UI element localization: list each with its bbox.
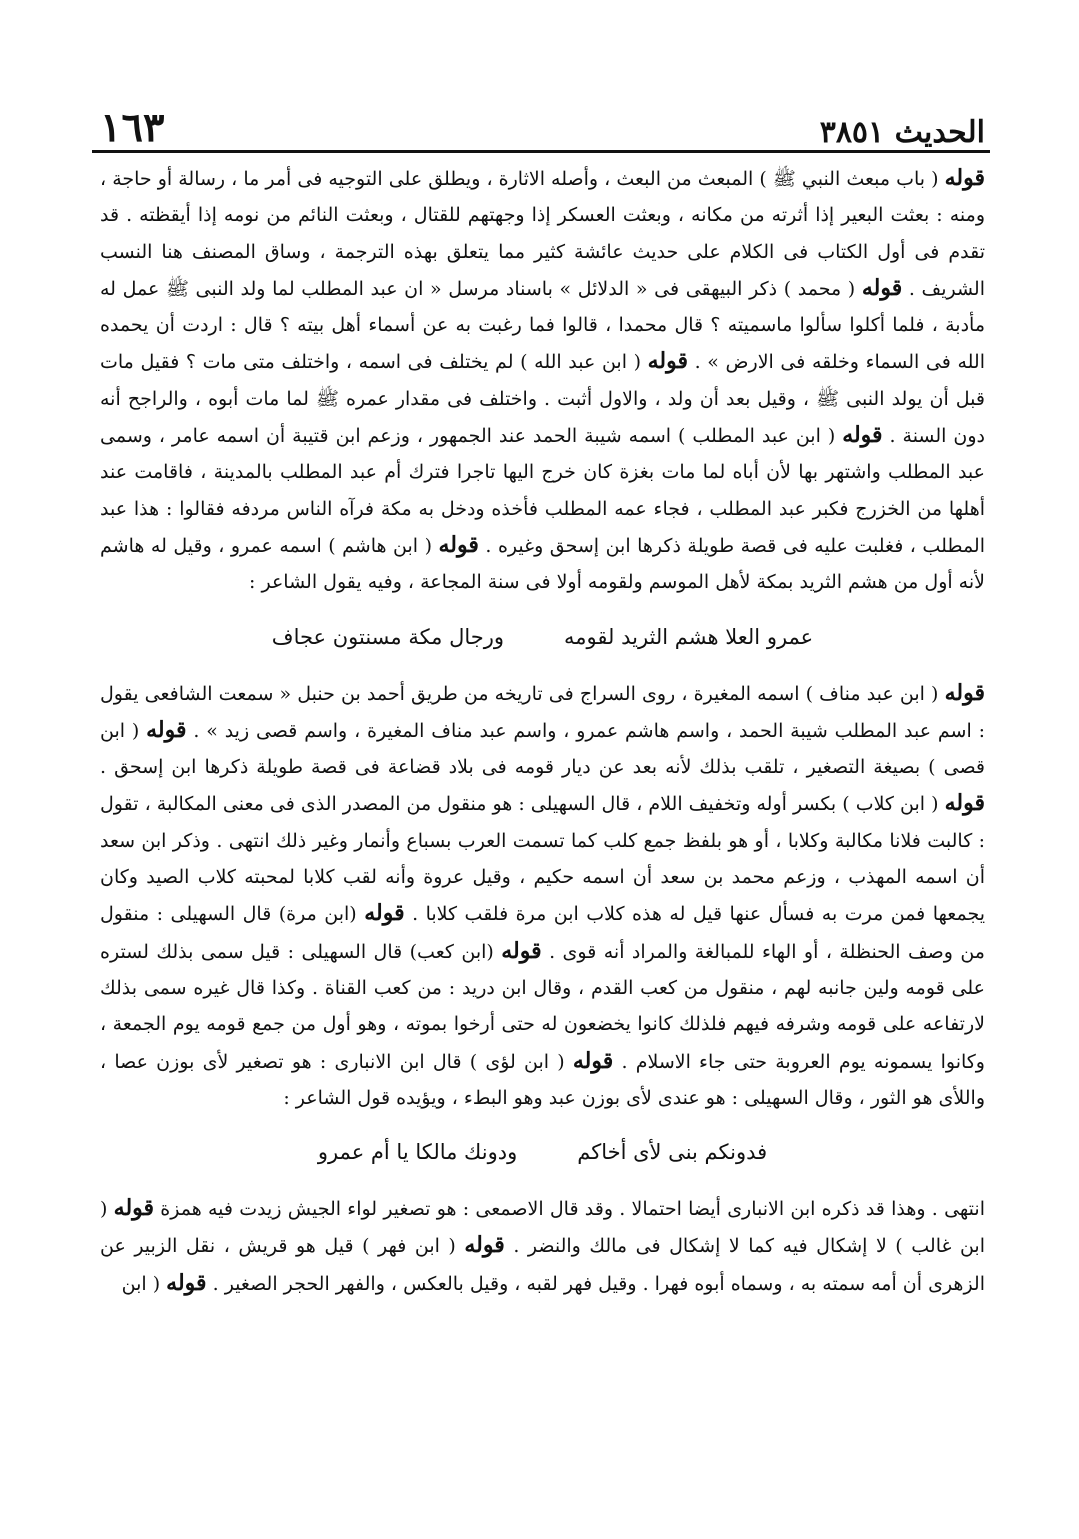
keyword-qawluhu: قوله	[464, 1232, 505, 1259]
keyword-qawluhu: قوله	[364, 900, 405, 927]
keyword-qawluhu: قوله	[842, 422, 883, 449]
keyword-qawluhu: قوله	[146, 716, 187, 743]
commentary-text: انتهى . وهذا قد ذكره ابن الانبارى أيضا احتمالا . وقد قال الاصمعى : هو تصغير لواء الجيش زيدت فيه همزة	[160, 1198, 985, 1221]
poetry-verse-1	[100, 617, 985, 657]
verse-first-hemistich: فدونكم بنى لأى أخاكم	[577, 1140, 768, 1165]
keyword-qawluhu: قوله	[501, 937, 542, 964]
commentary-text: ( باب مبعث النبي ﷺ ) المبعث من البعث ، وأصله الاثارة ، ويطلق على التوجيه فى أمر ما ، رسالة أو حاجة ، ومنه : بعثت البعير إذا أثرته من مكانه ، وبعثت العسكر إذا وجهتهم للقتال ، وبعثت النائم من نومه إذا أيقظته . قد تقدم فى أول الكتاب فى الكلام على حديث عائشة كثير مما يتعلق بهذه الترجمة ، وساق المصنف هنا النسب الشريف .	[100, 168, 986, 300]
commentary-text: ( ابن كلاب ) بكسر أوله وتخفيف اللام ، قال السهيلى : هو منقول من المصدر الذى فى معنى المكالبة ، تقول : كالبت فلانا مكالبة وكلابا ، أو هو بلفظ جمع كلب كما تسمت العرب بسباع وأنمار وغير ذلك انتهى . وذكر ابن سعد أن اسمه المهذب ، وزعم محمد بن سعد أن اسمه حكيم ، وقيل عروة وأنه لقب كلابا لمحبته كلاب الصيد وكان يجمعها فمن مرت به فسأل عنها قيل له هذه كلاب ابن مرة فلقب كلابا .	[100, 793, 985, 926]
keyword-qawluhu: قوله	[944, 679, 985, 706]
page-number: ١٦٣	[100, 104, 165, 151]
page-header	[100, 92, 985, 151]
commentary-body	[100, 160, 985, 1302]
commentary-text: ( ابن فهر ) قيل هو قريش ، نقل الزبير عن الزهرى أن أمه سمته به ، وسماه أبوه فهرا . وقيل فهر لقبه ، وقيل بالعكس ، والفهر الحجر الصغير .	[100, 1235, 985, 1295]
keyword-qawluhu: قوله	[113, 1195, 155, 1222]
keyword-qawluhu: قوله	[944, 165, 985, 191]
keyword-qawluhu: قوله	[647, 348, 689, 375]
commentary-text: ( ابن عبد الله ) لم يختلف فى اسمه ، واختلف متى مات ؟ فقيل مات قبل أن يولد النبى ﷺ ، وقيل بعد أن ولد ، والاول أثبت . واختلف فى مقدار عمره ﷺ لما مات أبوه ، والراجح أنه دون السنة .	[100, 351, 985, 448]
commentary-text: ( ابن عبد مناف ) اسمه المغيرة ، روى السراج فى تاريخه من طريق أحمد بن حنبل « سمعت الشافعى يقول : اسم عبد المطلب شيبة الحمد ، واسم هاشم عمرو ، واسم عبد مناف المغيرة ، واسم قصى زيد » .	[100, 682, 985, 742]
commentary-text: ( ابن	[121, 1272, 161, 1295]
poetry-verse-2	[100, 1132, 985, 1172]
keyword-qawluhu: قوله	[861, 274, 903, 301]
commentary-text: ( ابن لؤى ) قال ابن الانبارى : هو تصغير لأى بوزن عصا ، واللأى هو الثور ، وقال السهيلى : هو عندى لأى بوزن عبد وهو البطء ، ويؤيده قول الشاعر :	[100, 1050, 985, 1109]
keyword-qawluhu: قوله	[572, 1047, 614, 1074]
keyword-qawluhu: قوله	[944, 790, 985, 817]
verse-second-hemistich: ورجال مكة مسنتون عجاف	[271, 624, 505, 649]
running-head: الحديث ٣٨٥١	[819, 115, 985, 150]
commentary-text: ( ابن قصى ) بصيغة التصغير ، تلقب بذلك لأنه بعد عن ديار قومه فى بلاد قضاعة فى قصة طويلة ذكرها ابن إسحق .	[100, 719, 985, 779]
commentary-text: ( ابن غالب ) لا إشكال فيه كما لا إشكال فى مالك والنضر .	[100, 1198, 985, 1258]
commentary-text: (ابن مرة) قال السهيلى : منقول من وصف الحنظلة ، أو الهاء للمبالغة والمراد أنه قوى .	[100, 903, 985, 963]
commentary-text: ( محمد ) ذكر البيهقى فى « الدلائل » باسناد مرسل « ان عبد المطلب لما ولد النبى ﷺ عمل له مأدبة ، فلما أكلوا سألوا ماسميته ؟ قال محمدا ، قالوا فما رغبت به عن أسماء أهل بيته ؟ قال : اردت أن يحمده الله فى السماء وخلقه فى الارض » .	[100, 277, 985, 374]
paragraph-3	[100, 1190, 985, 1302]
commentary-text: (ابن كعب) قال السهيلى : قيل سمى بذلك لستره على قومه ولين جانبه لهم ، منقول من كعب القدم ، وقال ابن دريد : من كعب القناة . وكذا قال غيره سمى بذلك لارتفاعه على قومه وشرفه فيهم فلذلك كانوا يخضعون له حتى أرخوا بموته ، وهو أول من جمع قومه يوم الجمعة ، وكانوا يسمونه يوم العروبة حتى جاء الاسلام .	[100, 940, 985, 1073]
verse-first-hemistich: عمرو العلا هشم الثريد لقومه	[564, 624, 814, 649]
verse-second-hemistich: ودونك مالكا يا أم عمرو	[317, 1140, 518, 1165]
commentary-text: ( ابن هاشم ) اسمه عمرو ، وقيل له هاشم لأنه أول من هشم الثريد بمكة لأهل الموسم ولقومه أولا فى سنة المجاعة ، وفيه يقول الشاعر :	[100, 534, 985, 594]
paragraph-1	[100, 160, 985, 601]
paragraph-2	[100, 675, 985, 1117]
keyword-qawluhu: قوله	[438, 531, 479, 558]
keyword-qawluhu: قوله	[166, 1269, 207, 1296]
commentary-text: ( ابن عبد المطلب ) اسمه شيبة الحمد عند الجمهور ، وزعم ابن قتيبة أن اسمه عامر ، وسمى عبد المطلب واشتهر بها لأن أباه لما مات بغزة كان خرج اليها تاجرا فترك أم عبد المطلب بالمدينة ، فاقامت عند أهلها من الخزرج فكبر عبد المطلب ، فجاء عمه المطلب فأخذه ودخل به مكة فرآه الناس مردفه فقالوا : هذا عبد المطلب ، فغلبت عليه فى قصة طويلة ذكرها ابن إسحق وغيره .	[100, 425, 986, 557]
header-rule	[92, 150, 990, 153]
